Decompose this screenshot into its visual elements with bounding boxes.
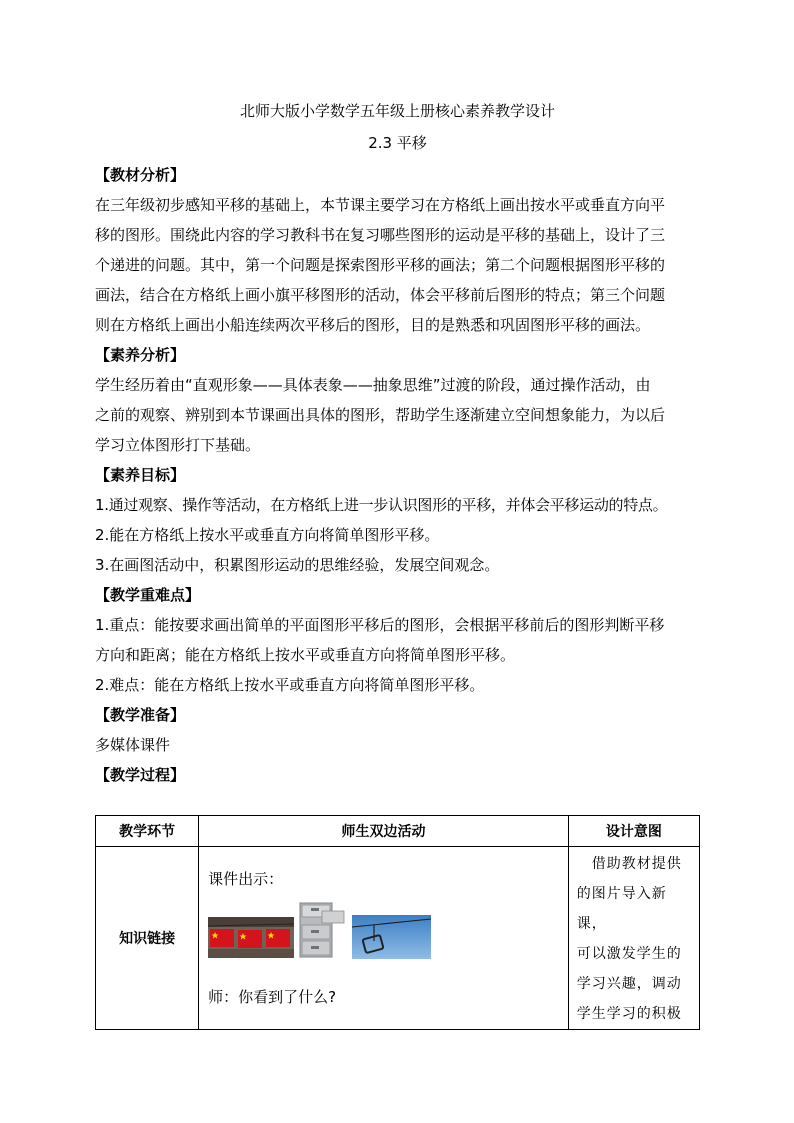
filing-cabinet-image xyxy=(294,901,346,959)
goal-item: 2.能在方格纸上按水平或垂直方向将简单图形平移。 xyxy=(95,526,440,544)
activity-intro: 课件出示： xyxy=(208,869,284,888)
literacy-paragraph xyxy=(95,370,700,460)
header-intent: 设计意图 xyxy=(568,816,699,847)
cable-car-image xyxy=(352,915,431,959)
section-heading-literacy: 【素养分析】 xyxy=(95,346,186,364)
section-heading-goals: 【素养目标】 xyxy=(95,466,186,484)
flags-image xyxy=(208,917,294,958)
paragraph-line: 之前的观察、辨别到本节课画出具体的图形，帮助学生逐渐建立空间想象能力，为以后 xyxy=(95,406,666,424)
paragraph-line: 移的图形。围绕此内容的学习教科书在复习哪些图形的运动是平移的基础上，设计了三 xyxy=(95,226,666,244)
section-heading-analysis: 【教材分析】 xyxy=(95,166,186,184)
section-heading-prep: 【教学准备】 xyxy=(95,706,186,724)
keypoints-list xyxy=(95,610,700,700)
goal-item: 1.通过观察、操作等活动，在方格纸上进一步认识图形的平移，并体会平移运动的特点。 xyxy=(95,496,668,514)
document-title: 北师大版小学数学五年级上册核心素养教学设计 xyxy=(239,102,555,120)
table-header-row xyxy=(96,816,700,847)
intent-line: 借助教材提供 xyxy=(591,856,682,872)
flag-group xyxy=(210,929,290,948)
intent-line: 学习兴趣，调动 xyxy=(576,976,682,992)
section-heading-keypoints: 【教学重难点】 xyxy=(95,586,201,604)
intent-line: 可以激发学生的 xyxy=(576,946,682,962)
lesson-title: 2.3 平移 xyxy=(368,134,427,152)
table-row xyxy=(96,847,700,1030)
keypoint-item: 2.难点：能在方格纸上按水平或垂直方向将简单图形平移。 xyxy=(95,676,485,694)
process-table xyxy=(95,815,700,1030)
stage-cell: 知识链接 xyxy=(96,847,199,1030)
activity-content xyxy=(199,861,568,1016)
analysis-paragraph xyxy=(95,190,700,340)
goal-item: 3.在画图活动中，积累图形运动的思维经验，发展空间观念。 xyxy=(95,556,500,574)
activity-question: 师：你看到了什么? xyxy=(208,987,337,1006)
intent-line: 学生学习的积极 xyxy=(576,1006,682,1022)
prep-text: 多媒体课件 xyxy=(95,736,171,754)
intent-cell xyxy=(568,847,699,1030)
header-stage: 教学环节 xyxy=(96,816,199,847)
section-heading-process: 【教学过程】 xyxy=(95,766,186,784)
paragraph-line: 学习立体图形打下基础。 xyxy=(95,436,261,454)
paragraph-line: 画法，结合在方格纸上画小旗平移图形的活动，体会平移前后图形的特点；第三个问题 xyxy=(95,286,666,304)
paragraph-line: 学生经历着由“直观形象——具体表象——抽象思维”过渡的阶段，通过操作活动，由 xyxy=(95,376,651,394)
paragraph-line: 则在方格纸上画出小船连续两次平移后的图形，目的是熟悉和巩固图形平移的画法。 xyxy=(95,316,651,334)
paragraph-line: 个递进的问题。其中，第一个问题是探索图形平移的画法；第二个问题根据图形平移的 xyxy=(95,256,666,274)
keypoint-item: 方向和距离；能在方格纸上按水平或垂直方向将简单图形平移。 xyxy=(95,646,516,664)
paragraph-line: 在三年级初步感知平移的基础上，本节课主要学习在方格纸上画出按水平或垂直方向平 xyxy=(95,196,666,214)
keypoint-item: 1.重点：能按要求画出简单的平面图形平移后的图形，会根据平移前后的图形判断平移 xyxy=(95,616,665,634)
activity-cell xyxy=(199,847,569,1030)
document-body xyxy=(95,160,700,790)
goals-list xyxy=(95,490,700,580)
intent-line: 的图片导入新课， xyxy=(576,886,667,932)
header-activity: 师生双边活动 xyxy=(199,816,569,847)
